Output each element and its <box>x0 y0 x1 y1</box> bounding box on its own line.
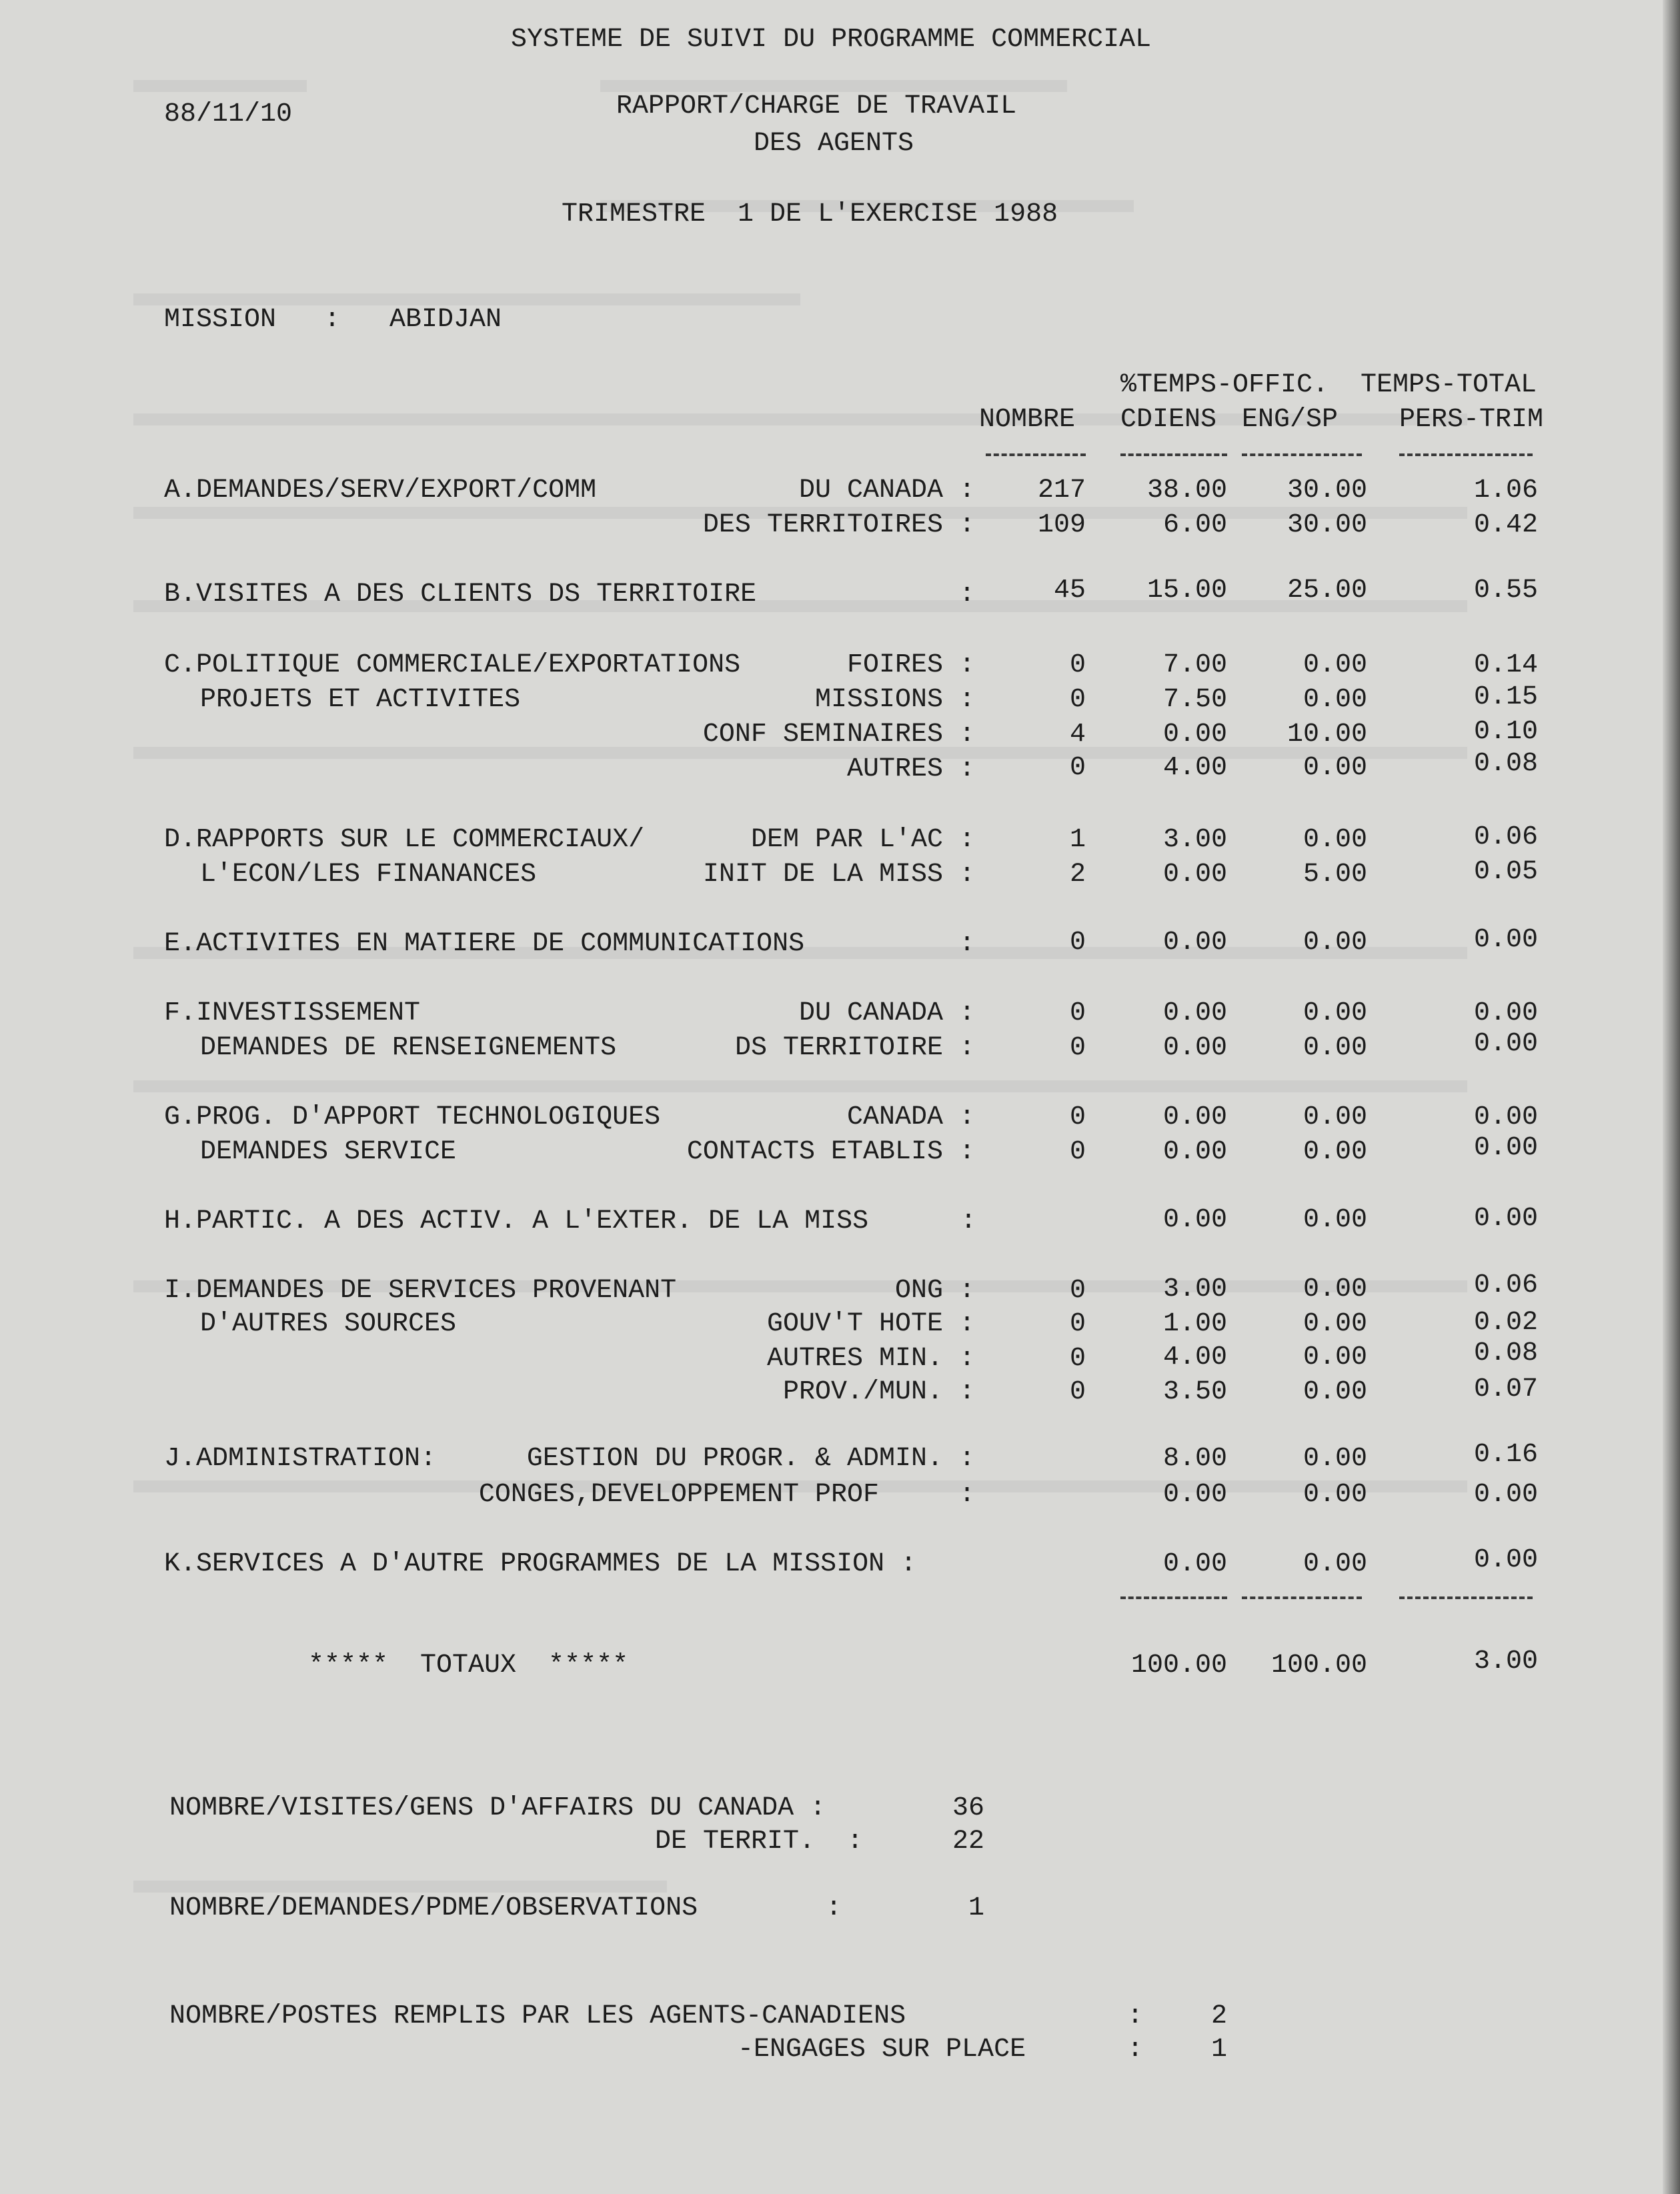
cell-cdiens: 0.00 <box>1162 1102 1227 1132</box>
cell-perstrim: 0.00 <box>1473 1545 1538 1575</box>
totals-label: ***** TOTAUX ***** <box>308 1651 629 1681</box>
row-sublabel: GESTION DU PROGR. & ADMIN. : <box>526 1444 975 1474</box>
row-label: D'AUTRES SOURCES <box>200 1309 457 1339</box>
cell-cdiens: 0.00 <box>1162 1205 1227 1235</box>
row-sublabel: : <box>960 1206 977 1236</box>
cell-cdiens: 0.00 <box>1162 1480 1227 1510</box>
row-label: PROJETS ET ACTIVITES <box>200 685 521 715</box>
cell-cdiens: 0.00 <box>1162 720 1227 750</box>
visites-territ-label: DE TERRIT. : <box>655 1827 864 1857</box>
report-title: RAPPORT/CHARGE DE TRAVAIL <box>616 91 1017 121</box>
cell-perstrim: 0.06 <box>1473 1270 1538 1300</box>
row-label: J.ADMINISTRATION: <box>164 1444 437 1474</box>
cell-cdiens: 38.00 <box>1146 475 1227 505</box>
totals-underline <box>1242 1596 1362 1602</box>
cell-cdiens: 0.00 <box>1162 998 1227 1028</box>
visites-canada-value: 36 <box>952 1793 984 1823</box>
row-sublabel: AUTRES : <box>846 754 975 784</box>
col-header-cdiens: CDIENS <box>1120 405 1217 435</box>
col-header-perstrim: PERS-TRIM <box>1399 405 1544 435</box>
cell-perstrim: 0.00 <box>1473 925 1538 955</box>
postes-colon: : <box>1127 2035 1144 2065</box>
cell-nombre: 0 <box>1069 1137 1086 1167</box>
mission-label: MISSION : <box>164 305 341 335</box>
cell-perstrim: 0.00 <box>1473 1102 1538 1132</box>
row-sublabel: GOUV'T HOTE : <box>766 1309 975 1339</box>
row-sublabel: CANADA : <box>846 1102 975 1132</box>
row-sublabel: AUTRES MIN. : <box>766 1344 975 1374</box>
cell-nombre: 4 <box>1069 720 1086 750</box>
report-subtitle: DES AGENTS <box>754 129 914 159</box>
cell-cdiens: 15.00 <box>1146 576 1227 606</box>
demandes-label: NOMBRE/DEMANDES/PDME/OBSERVATIONS : <box>169 1893 842 1923</box>
cell-cdiens: 3.00 <box>1162 825 1227 855</box>
cell-perstrim: 0.02 <box>1473 1308 1538 1338</box>
cell-perstrim: 0.10 <box>1473 717 1538 747</box>
cell-nombre: 0 <box>1069 928 1086 958</box>
header-underline <box>986 453 1086 459</box>
row-label: B.VISITES A DES CLIENTS DS TERRITOIRE <box>164 580 757 610</box>
cell-engsp: 0.00 <box>1303 1480 1367 1510</box>
col-header-temps-offic: %TEMPS-OFFIC. <box>1120 370 1329 400</box>
cell-perstrim: 0.00 <box>1473 1029 1538 1059</box>
cell-nombre: 0 <box>1069 1377 1086 1407</box>
cell-engsp: 0.00 <box>1303 1033 1367 1063</box>
row-sublabel: DEM PAR L'AC : <box>750 825 975 855</box>
cell-engsp: 0.00 <box>1303 650 1367 680</box>
cell-cdiens: 4.00 <box>1162 753 1227 783</box>
cell-nombre: 2 <box>1069 860 1086 890</box>
cell-engsp: 30.00 <box>1287 475 1367 505</box>
row-sublabel: DES TERRITOIRES : <box>702 510 975 540</box>
cell-perstrim: 0.00 <box>1473 1204 1538 1234</box>
cell-engsp: 0.00 <box>1303 1309 1367 1339</box>
cell-nombre: 0 <box>1069 1276 1086 1306</box>
postes-colon: : <box>1127 2001 1144 2031</box>
cell-nombre: 0 <box>1069 1033 1086 1063</box>
postes-label: NOMBRE/POSTES REMPLIS PAR LES AGENTS-CANADIENS <box>169 2001 906 2031</box>
postes-engages-value: 1 <box>1210 2035 1227 2065</box>
col-header-temps-total: TEMPS-TOTAL <box>1361 370 1537 400</box>
cell-perstrim: 0.00 <box>1473 998 1538 1028</box>
cell-engsp: 0.00 <box>1303 1102 1367 1132</box>
cell-cdiens: 7.00 <box>1162 650 1227 680</box>
postes-canadiens-value: 2 <box>1210 2001 1227 2031</box>
system-title: SYSTEME DE SUIVI DU PROGRAMME COMMERCIAL <box>511 25 1152 55</box>
cell-cdiens: 8.00 <box>1162 1444 1227 1474</box>
cell-nombre: 0 <box>1069 998 1086 1028</box>
col-header-nombre: NOMBRE <box>979 405 1076 435</box>
cell-perstrim: 0.08 <box>1473 1338 1538 1368</box>
cell-perstrim: 0.05 <box>1473 857 1538 887</box>
cell-perstrim: 0.14 <box>1473 650 1538 680</box>
row-label: C.POLITIQUE COMMERCIALE/EXPORTATIONS <box>164 650 741 680</box>
cell-perstrim: 0.16 <box>1473 1440 1538 1470</box>
cell-nombre: 45 <box>1053 576 1086 606</box>
postes-engages-label: -ENGAGES SUR PLACE <box>738 2035 1026 2065</box>
cell-cdiens: 7.50 <box>1162 685 1227 715</box>
cell-engsp: 0.00 <box>1303 1444 1367 1474</box>
cell-engsp: 0.00 <box>1303 825 1367 855</box>
row-sublabel: ONG : <box>894 1276 975 1306</box>
row-label: D.RAPPORTS SUR LE COMMERCIAUX/ <box>164 825 645 855</box>
cell-perstrim: 1.06 <box>1473 475 1538 505</box>
row-label: I.DEMANDES DE SERVICES PROVENANT <box>164 1276 677 1306</box>
cell-cdiens: 0.00 <box>1162 860 1227 890</box>
cell-engsp: 0.00 <box>1303 1274 1367 1304</box>
cell-cdiens: 1.00 <box>1162 1309 1227 1339</box>
totals-underline <box>1120 1596 1227 1602</box>
cell-cdiens: 0.00 <box>1162 1549 1227 1579</box>
row-label: E.ACTIVITES EN MATIERE DE COMMUNICATIONS <box>164 929 805 959</box>
report-period: TRIMESTRE 1 DE L'EXERCISE 1988 <box>562 199 1058 229</box>
row-sublabel: : <box>958 580 975 610</box>
row-label: F.INVESTISSEMENT <box>164 998 421 1028</box>
totals-underline <box>1399 1596 1533 1602</box>
cell-cdiens: 0.00 <box>1162 928 1227 958</box>
cell-perstrim: 0.00 <box>1473 1133 1538 1163</box>
row-sublabel: FOIRES : <box>846 650 975 680</box>
cell-engsp: 0.00 <box>1303 753 1367 783</box>
cell-nombre: 217 <box>1037 475 1086 505</box>
cell-cdiens: 0.00 <box>1162 1033 1227 1063</box>
row-label: H.PARTIC. A DES ACTIV. A L'EXTER. DE LA MISS <box>164 1206 869 1236</box>
header-underline <box>1242 453 1362 459</box>
cell-nombre: 0 <box>1069 1102 1086 1132</box>
row-sublabel: : <box>958 929 975 959</box>
row-sublabel: CONTACTS ETABLIS : <box>686 1137 975 1167</box>
cell-nombre: 109 <box>1037 510 1086 540</box>
cell-engsp: 0.00 <box>1303 685 1367 715</box>
cell-cdiens: 6.00 <box>1162 510 1227 540</box>
header-underline <box>1399 453 1533 459</box>
row-label: K.SERVICES A D'AUTRE PROGRAMMES DE LA MISSION : <box>164 1549 917 1579</box>
cell-nombre: 1 <box>1069 825 1086 855</box>
row-label: DEMANDES SERVICE <box>200 1137 457 1167</box>
cell-nombre: 0 <box>1069 1309 1086 1339</box>
cell-nombre: 0 <box>1069 685 1086 715</box>
row-sublabel: INIT DE LA MISS : <box>702 860 975 890</box>
cell-perstrim: 0.42 <box>1473 510 1538 540</box>
visites-territ-value: 22 <box>952 1827 984 1857</box>
cell-engsp: 0.00 <box>1303 1137 1367 1167</box>
total-cdiens: 100.00 <box>1130 1651 1227 1681</box>
row-label: A.DEMANDES/SERV/EXPORT/COMM <box>164 475 597 505</box>
row-sublabel: DU CANADA : <box>798 998 975 1028</box>
page-edge-shadow <box>1663 0 1680 2194</box>
col-header-engsp: ENG/SP <box>1242 405 1339 435</box>
cell-nombre: 0 <box>1069 753 1086 783</box>
header-underline <box>1120 453 1227 459</box>
cell-perstrim: 0.06 <box>1473 822 1538 852</box>
total-engsp: 100.00 <box>1271 1651 1367 1681</box>
cell-cdiens: 3.00 <box>1162 1274 1227 1304</box>
row-label: G.PROG. D'APPORT TECHNOLOGIQUES <box>164 1102 661 1132</box>
visites-label: NOMBRE/VISITES/GENS D'AFFAIRS DU CANADA : <box>169 1793 826 1823</box>
cell-nombre: 0 <box>1069 650 1086 680</box>
cell-perstrim: 0.07 <box>1473 1374 1538 1404</box>
cell-cdiens: 4.00 <box>1162 1342 1227 1372</box>
row-label: DEMANDES DE RENSEIGNEMENTS <box>200 1033 617 1063</box>
cell-perstrim: 0.15 <box>1473 682 1538 712</box>
cell-engsp: 5.00 <box>1303 860 1367 890</box>
row-sublabel: DS TERRITOIRE : <box>734 1033 975 1063</box>
cell-perstrim: 0.55 <box>1473 576 1538 606</box>
cell-engsp: 0.00 <box>1303 1205 1367 1235</box>
cell-engsp: 0.00 <box>1303 998 1367 1028</box>
row-sublabel: DU CANADA : <box>798 475 975 505</box>
cell-engsp: 10.00 <box>1287 720 1367 750</box>
cell-cdiens: 3.50 <box>1162 1377 1227 1407</box>
cell-nombre: 0 <box>1069 1344 1086 1374</box>
cell-engsp: 30.00 <box>1287 510 1367 540</box>
row-sublabel: MISSIONS : <box>814 685 975 715</box>
row-sublabel: PROV./MUN. : <box>782 1377 975 1407</box>
row-label: L'ECON/LES FINANANCES <box>200 860 537 890</box>
report-date: 88/11/10 <box>164 99 293 129</box>
demandes-value: 1 <box>968 1893 984 1923</box>
cell-perstrim: 0.00 <box>1473 1480 1538 1510</box>
total-perstrim: 3.00 <box>1473 1647 1538 1677</box>
cell-engsp: 25.00 <box>1287 576 1367 606</box>
cell-engsp: 0.00 <box>1303 1342 1367 1372</box>
mission-value: ABIDJAN <box>389 305 502 335</box>
cell-engsp: 0.00 <box>1303 928 1367 958</box>
cell-engsp: 0.00 <box>1303 1377 1367 1407</box>
cell-perstrim: 0.08 <box>1473 749 1538 779</box>
row-sublabel: CONGES,DEVELOPPEMENT PROF : <box>478 1480 975 1510</box>
cell-cdiens: 0.00 <box>1162 1137 1227 1167</box>
row-sublabel: CONF SEMINAIRES : <box>702 720 975 750</box>
cell-engsp: 0.00 <box>1303 1549 1367 1579</box>
